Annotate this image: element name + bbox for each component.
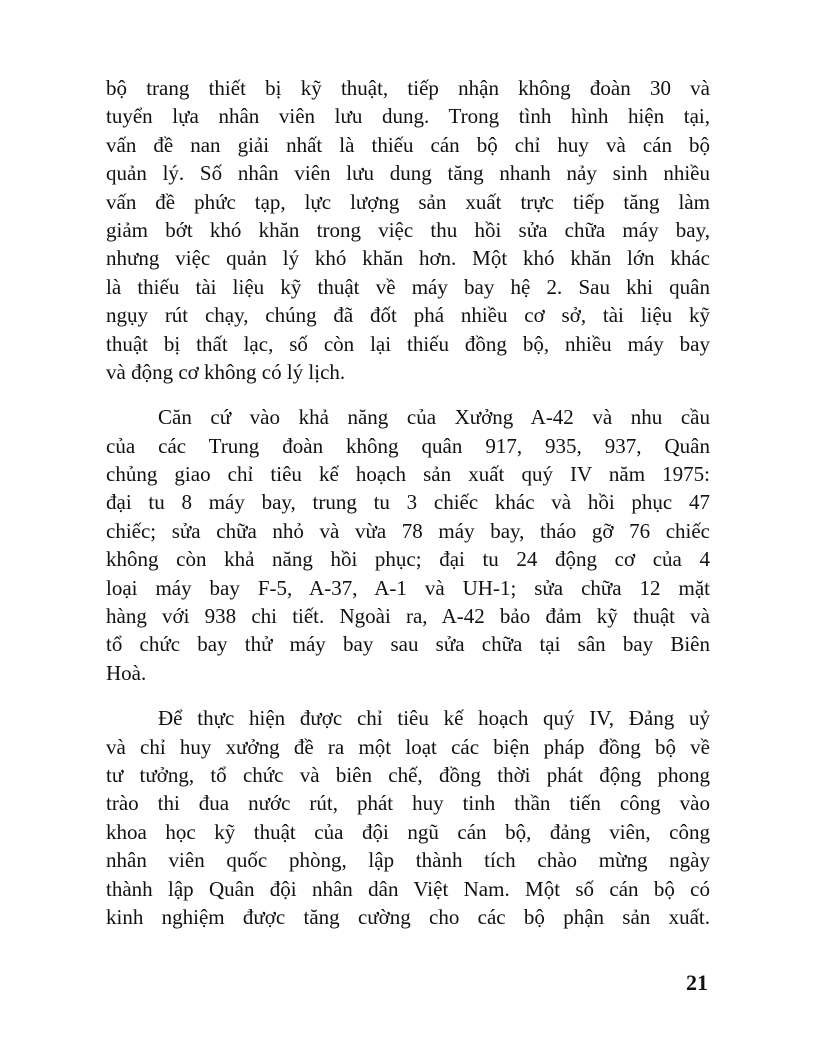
text-line: thành lập Quân đội nhân dân Việt Nam. Một số cán bộ có	[106, 876, 710, 901]
text-line: tư tưởng, tổ chức và biên chế, đồng thời phát động phong	[106, 762, 710, 787]
text-line: bộ trang thiết bị kỹ thuật, tiếp nhận không đoàn 30 và	[106, 76, 710, 100]
text-line: là thiếu tài liệu kỹ thuật về máy bay hệ 2. Sau khi quân	[106, 274, 710, 299]
text-line: vấn đề phức tạp, lực lượng sản xuất trực tiếp tăng làm	[106, 189, 710, 214]
page-number: 21	[686, 970, 708, 995]
text-line: Căn cứ vào khả năng của Xưởng A-42 và nhu cầu	[158, 405, 710, 430]
text-line: và chỉ huy xưởng đề ra một loạt các biện pháp đồng bộ về	[106, 734, 710, 759]
text-line: khoa học kỹ thuật của đội ngũ cán bộ, đảng viên, công	[106, 819, 710, 844]
text-line: và động cơ không có lý lịch.	[106, 359, 346, 384]
text-line: trào thi đua nước rút, phát huy tinh thần tiến công vào	[106, 791, 710, 816]
text-line: chủng giao chỉ tiêu kế hoạch sản xuất quý IV năm 1975:	[106, 462, 710, 487]
text-line: quản lý. Số nhân viên lưu dung tăng nhanh nảy sinh nhiều	[106, 161, 710, 186]
text-line: tổ chức bay thử máy bay sau sửa chữa tại sân bay Biên	[106, 632, 710, 657]
text-line: kinh nghiệm được tăng cường cho các bộ phận sản xuất.	[106, 904, 710, 929]
text-line: chiếc; sửa chữa nhỏ và vừa 78 máy bay, tháo gỡ 76 chiếc	[106, 518, 710, 543]
page-body	[106, 74, 710, 931]
text-line: tuyển lựa nhân viên lưu dung. Trong tình hình hiện tại,	[106, 104, 710, 129]
text-line: thuật bị thất lạc, số còn lại thiếu đồng bộ, nhiều máy bay	[106, 331, 710, 356]
text-line: đại tu 8 máy bay, trung tu 3 chiếc khác và hồi phục 47	[106, 490, 710, 515]
text-line: không còn khả năng hồi phục; đại tu 24 động cơ của 4	[106, 547, 710, 572]
paragraph-3	[106, 704, 710, 931]
paragraph-2	[106, 403, 710, 687]
text-line: hàng với 938 chi tiết. Ngoài ra, A-42 bảo đảm kỹ thuật và	[106, 604, 710, 629]
text-line: ngụy rút chạy, chúng đã đốt phá nhiều cơ sở, tài liệu kỹ	[106, 303, 710, 328]
text-line: vấn đề nan giải nhất là thiếu cán bộ chỉ huy và cán bộ	[106, 132, 710, 157]
text-line: loại máy bay F-5, A-37, A-1 và UH-1; sửa chữa 12 mặt	[106, 575, 710, 600]
text-line: Hoà.	[106, 660, 147, 685]
paragraph-1	[106, 74, 710, 386]
text-line: nhân viên quốc phòng, lập thành tích chào mừng ngày	[106, 848, 710, 873]
text-line: của các Trung đoàn không quân 917, 935, 937, Quân	[106, 433, 710, 458]
text-line: Để thực hiện được chỉ tiêu kế hoạch quý IV, Đảng uỷ	[158, 706, 710, 731]
text-line: giảm bớt khó khăn trong việc thu hồi sửa chữa máy bay,	[106, 217, 710, 242]
text-line: nhưng việc quản lý khó khăn hơn. Một khó khăn lớn khác	[106, 246, 710, 271]
